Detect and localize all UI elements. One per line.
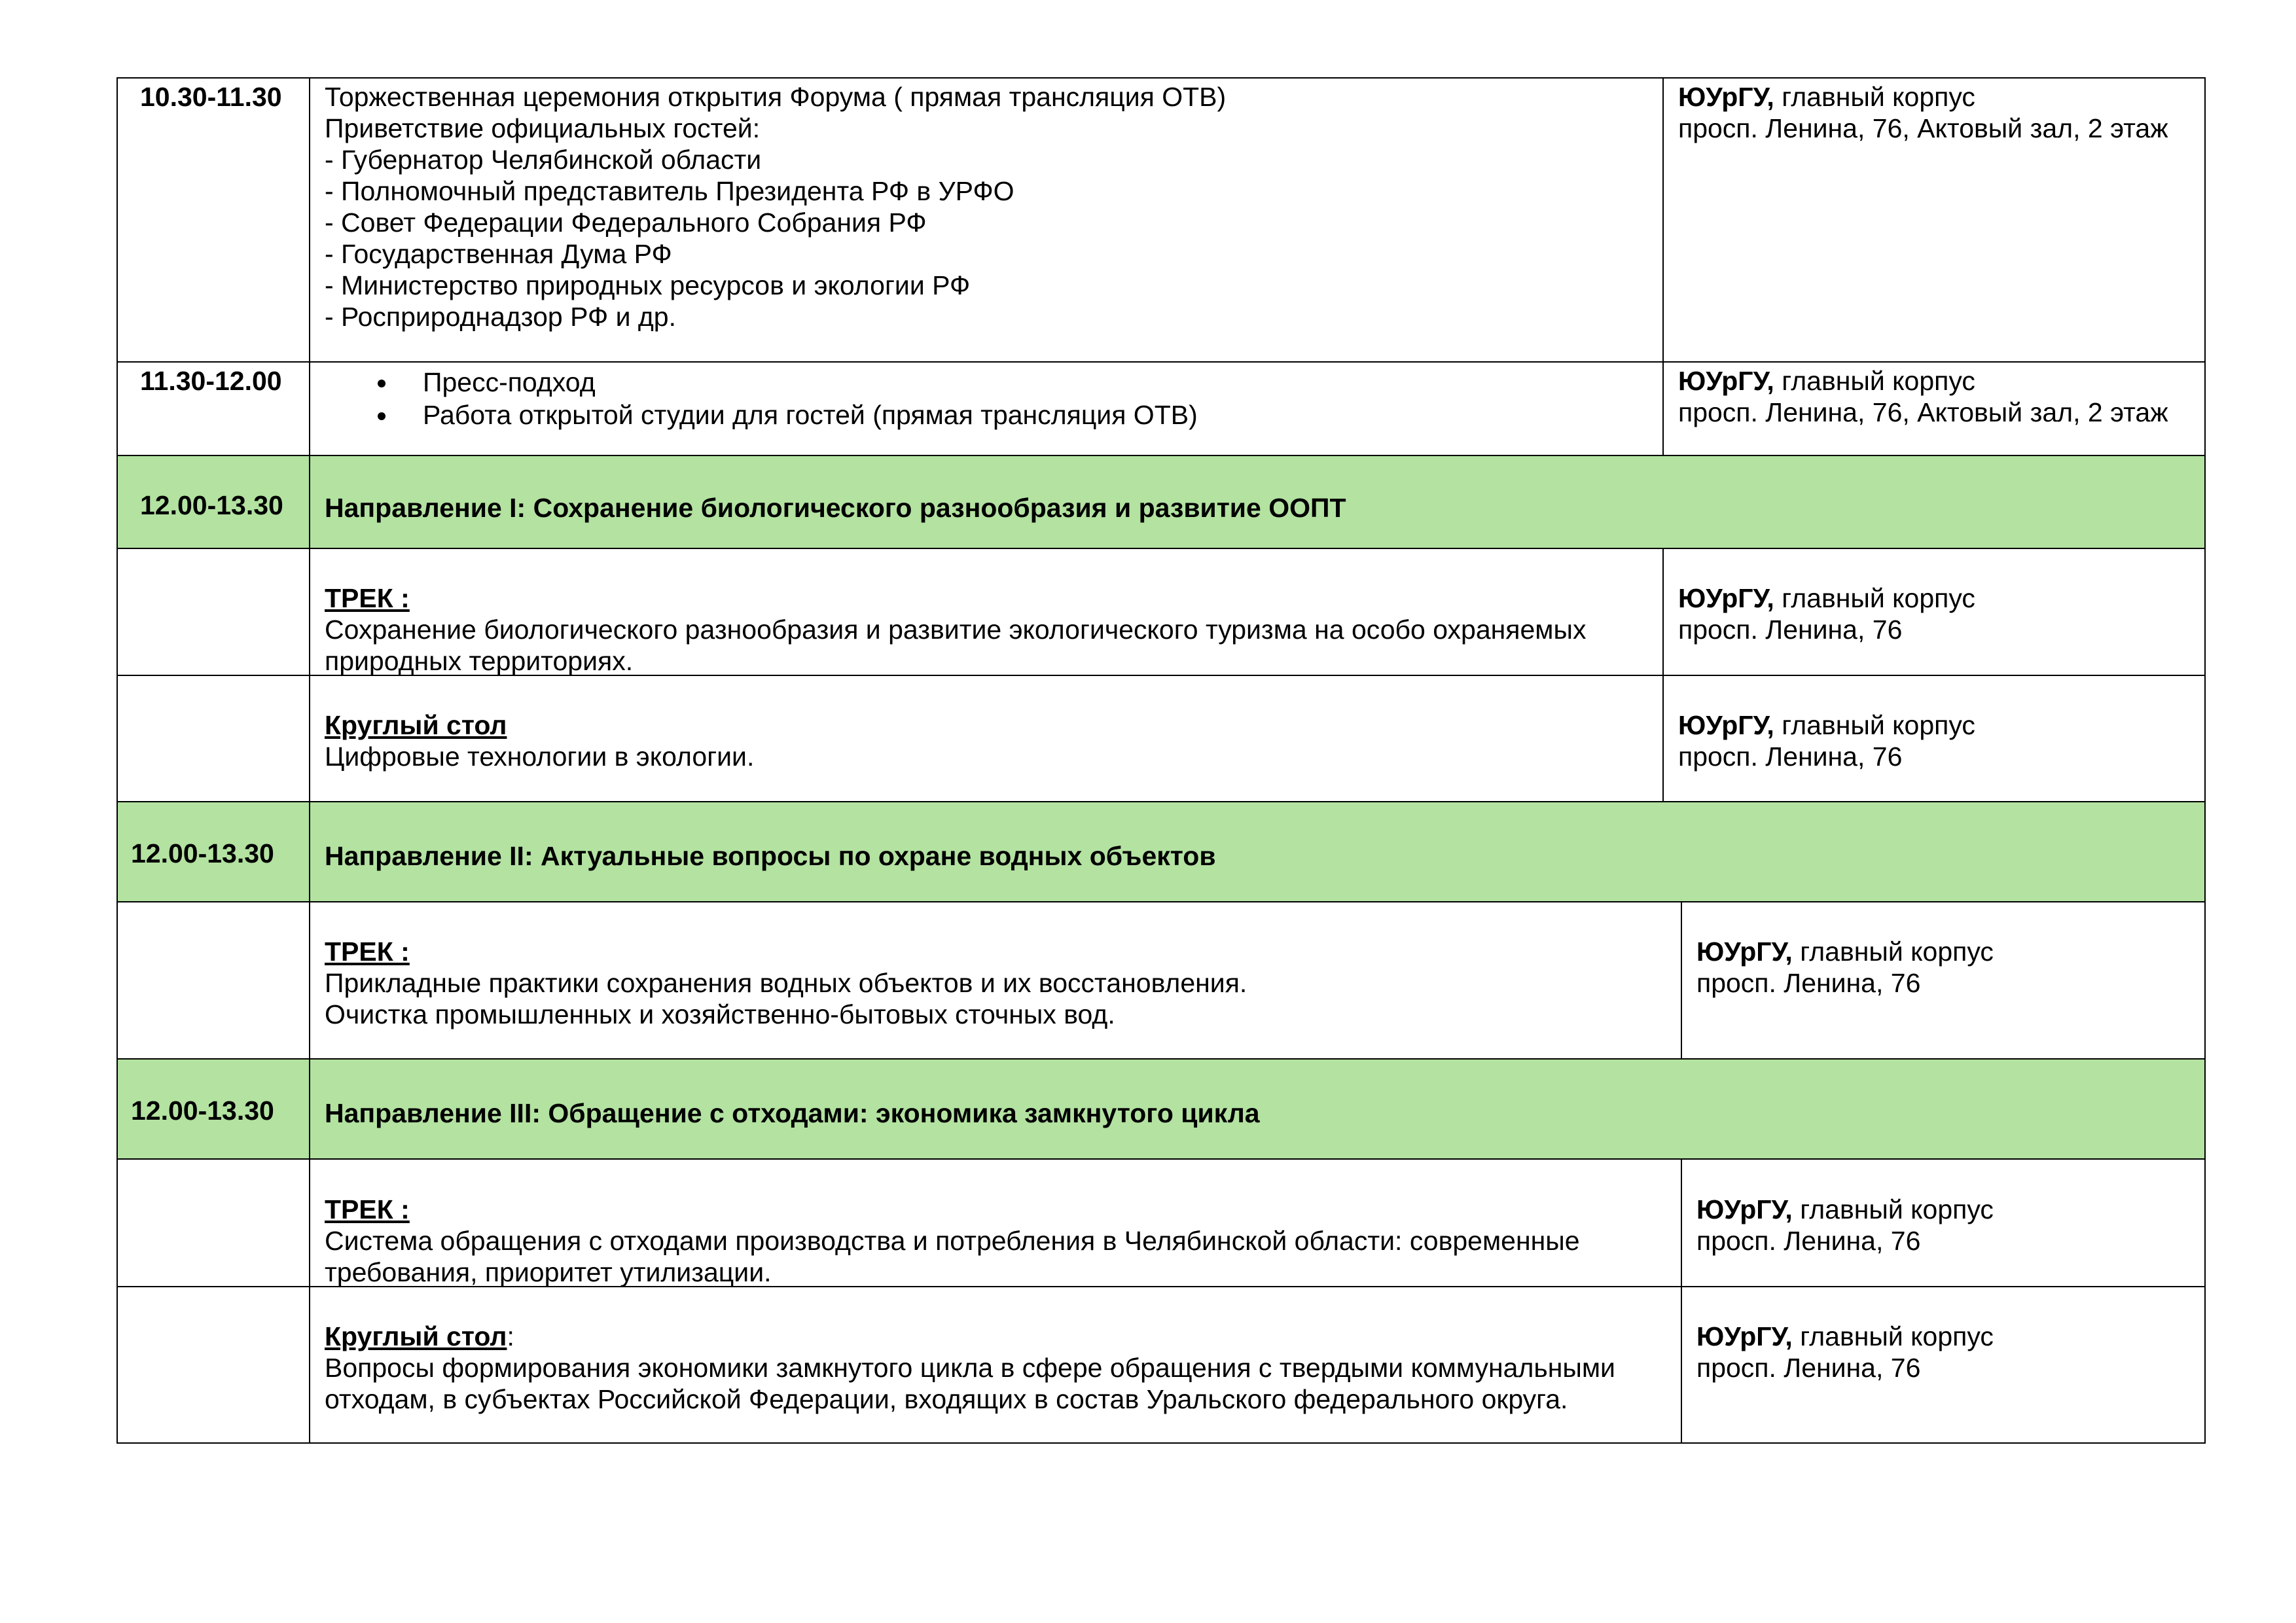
event-line: - Совет Федерации Федерального Собрания РФ	[325, 207, 927, 238]
venue-address: просп. Ленина, 76	[1678, 741, 1903, 772]
item-line: природных территориях.	[325, 646, 634, 676]
venue	[1696, 1321, 1994, 1352]
section-title: Направление I: Сохранение биологического разнообразия и развитие ООПТ	[325, 493, 1346, 523]
table-rule	[117, 1058, 2206, 1060]
venue-address: просп. Ленина, 76, Актовый зал, 2 этаж	[1678, 397, 2168, 427]
item-kind	[325, 709, 507, 741]
bullet-icon	[378, 380, 386, 387]
time-cell: 11.30-12.00	[140, 366, 282, 396]
venue	[1678, 582, 1975, 614]
venue-building: главный корпус	[1774, 366, 1975, 396]
table-rule	[117, 455, 2206, 456]
venue-name: ЮУрГУ,	[1678, 583, 1774, 613]
venue-building: главный корпус	[1774, 583, 1975, 613]
table-rule	[117, 77, 2206, 79]
event-line: - Министерство природных ресурсов и экологии РФ	[325, 270, 971, 300]
item-kind	[325, 582, 410, 614]
venue-name: ЮУрГУ,	[1696, 936, 1793, 967]
table-rule	[1681, 901, 1682, 1059]
item-kind-label: ТРЕК :	[325, 1194, 410, 1224]
section-time: 12.00-13.30	[131, 838, 274, 868]
venue-building: главный корпус	[1774, 710, 1975, 740]
table-rule	[117, 361, 2206, 363]
venue-name: ЮУрГУ,	[1678, 366, 1774, 396]
table-rule	[117, 1158, 2206, 1160]
table-rule	[117, 1442, 2206, 1444]
item-kind-label: ТРЕК :	[325, 583, 410, 613]
event-line: Торжественная церемония открытия Форума ( прямая трансляция ОТВ)	[325, 82, 1227, 112]
table-rule	[1662, 77, 1664, 455]
venue-building: главный корпус	[1792, 1321, 1994, 1351]
venue-building: главный корпус	[1774, 82, 1975, 112]
event-line: - Губернатор Челябинской области	[325, 145, 762, 175]
item-line: Система обращения с отходами производства и потребления в Челябинской области: современные	[325, 1226, 1580, 1256]
venue-address: просп. Ленина, 76	[1696, 968, 1921, 998]
section-title: Направление III: Обращение с отходами: экономика замкнутого цикла	[325, 1098, 1260, 1128]
venue-name: ЮУрГУ,	[1678, 710, 1774, 740]
item-line: Сохранение биологического разнообразия и развитие экологического туризма на особо охраняемых	[325, 615, 1587, 645]
event-line: Приветствие официальных гостей:	[325, 113, 761, 143]
item-line: Вопросы формирования экономики замкнутого цикла в сфере обращения с твердыми коммунальными	[325, 1353, 1615, 1383]
venue	[1678, 81, 1975, 113]
event-line: - Полномочный представитель Президента РФ в УРФО	[325, 176, 1014, 206]
table-rule	[117, 548, 2206, 549]
item-kind	[325, 1321, 514, 1352]
item-kind	[325, 936, 410, 967]
venue-address: просп. Ленина, 76	[1696, 1353, 1921, 1383]
section-time: 12.00-13.30	[131, 1096, 274, 1126]
venue	[1678, 709, 1975, 741]
bullet-icon	[378, 412, 386, 420]
item-line: Цифровые технологии в экологии.	[325, 741, 755, 772]
item-kind-label: ТРЕК :	[325, 936, 410, 967]
venue-name: ЮУрГУ,	[1696, 1194, 1793, 1224]
item-line: Очистка промышленных и хозяйственно-бытовых сточных вод.	[325, 999, 1115, 1029]
venue	[1696, 936, 1994, 967]
section-title: Направление II: Актуальные вопросы по охране водных объектов	[325, 841, 1216, 871]
venue-building: главный корпус	[1792, 1194, 1994, 1224]
venue	[1678, 365, 1975, 397]
item-kind-suffix: :	[507, 1321, 514, 1351]
section-time: 12.00-13.30	[140, 490, 283, 520]
table-rule	[1681, 1158, 1682, 1444]
table-rule	[117, 77, 118, 1444]
item-kind	[325, 1194, 410, 1225]
venue-address: просп. Ленина, 76	[1678, 615, 1903, 645]
venue-address: просп. Ленина, 76	[1696, 1226, 1921, 1256]
item-kind-label: Круглый стол	[325, 1321, 507, 1351]
table-rule	[309, 77, 310, 1444]
table-rule	[117, 901, 2206, 902]
venue-address: просп. Ленина, 76, Актовый зал, 2 этаж	[1678, 113, 2168, 143]
item-kind-label: Круглый стол	[325, 710, 507, 740]
table-rule	[117, 801, 2206, 802]
venue	[1696, 1194, 1994, 1225]
venue-name: ЮУрГУ,	[1696, 1321, 1793, 1351]
event-line: - Росприроднадзор РФ и др.	[325, 302, 676, 332]
venue-name: ЮУрГУ,	[1678, 82, 1774, 112]
bullet-item: Работа открытой студии для гостей (прямая трансляция ОТВ)	[423, 400, 1198, 430]
venue-building: главный корпус	[1792, 936, 1994, 967]
event-line: - Государственная Дума РФ	[325, 239, 672, 269]
item-line: Прикладные практики сохранения водных объектов и их восстановления.	[325, 968, 1247, 998]
bullet-item: Пресс-подход	[423, 367, 596, 397]
table-rule	[1662, 548, 1664, 802]
item-line: отходам, в субъектах Российской Федерации, входящих в состав Уральского федерального округа.	[325, 1384, 1568, 1414]
time-cell: 10.30-11.30	[140, 82, 282, 112]
item-line: требования, приоритет утилизации.	[325, 1257, 772, 1287]
table-rule	[2204, 77, 2206, 1444]
